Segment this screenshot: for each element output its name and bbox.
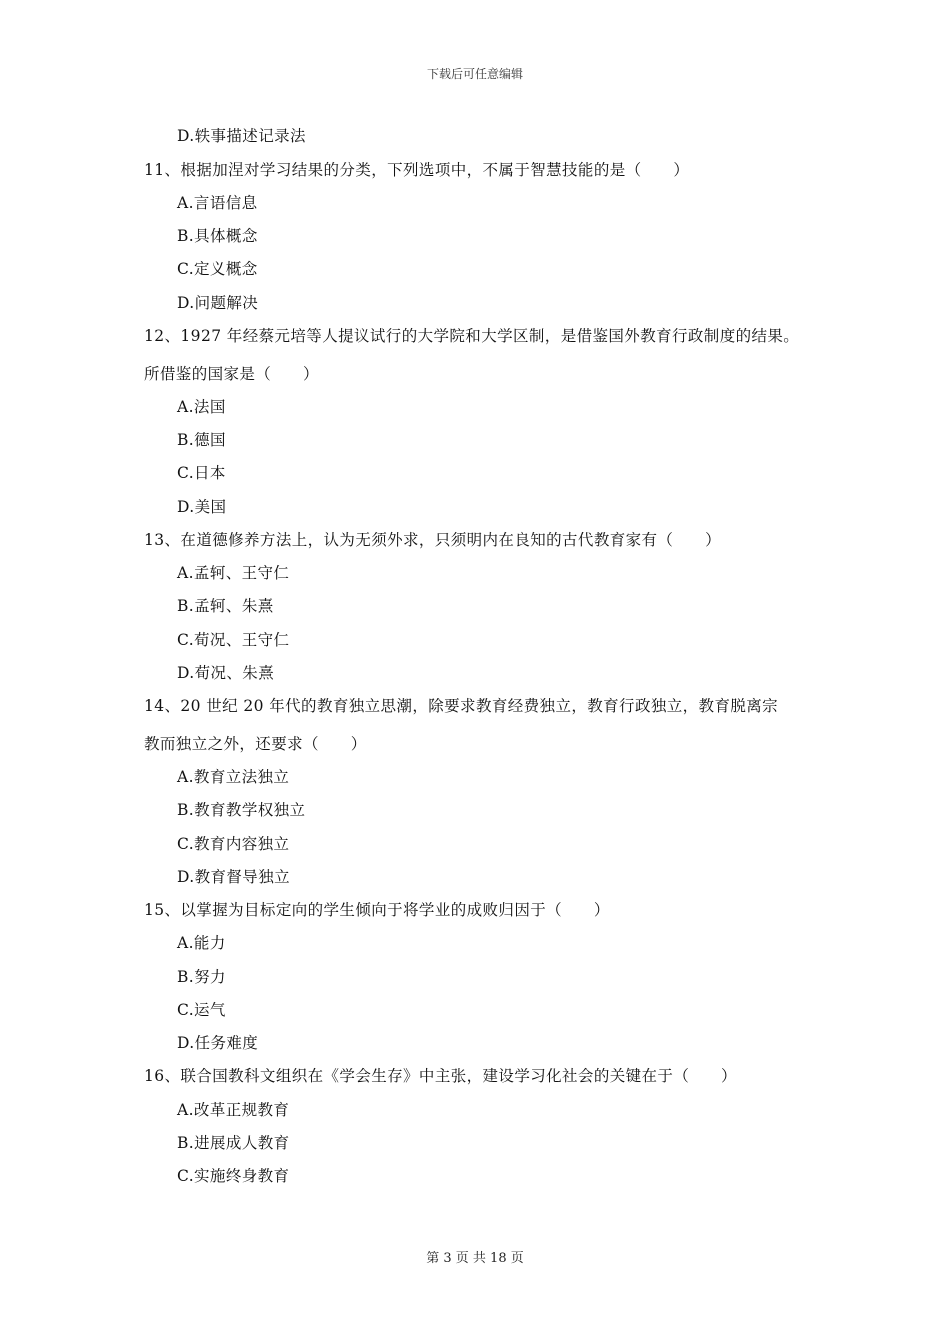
question-text: 13、在道德修养方法上，认为无须外求，只须明内在良知的古代教育家有（ ） [144, 531, 722, 549]
answer-option: A.法国 [177, 398, 226, 416]
question-text: 15、以掌握为目标定向的学生倾向于将学业的成败归因于（ ） [144, 901, 610, 919]
answer-option: C.日本 [177, 464, 226, 482]
answer-option: C.荀况、王守仁 [177, 631, 290, 649]
answer-option: D.轶事描述记录法 [177, 127, 306, 145]
answer-option: D.任务难度 [177, 1034, 259, 1052]
question-text: 14、20 世纪 20 年代的教育独立思潮，除要求教育经费独立，教育行政独立，教育脱离宗 [144, 697, 779, 715]
answer-option: A.教育立法独立 [177, 768, 290, 786]
answer-option: D.美国 [177, 498, 227, 516]
answer-option: B.教育教学权独立 [177, 801, 306, 819]
answer-option: C.教育内容独立 [177, 835, 290, 853]
answer-option: D.荀况、朱熹 [177, 664, 275, 682]
question-text: 12、1927 年经蔡元培等人提议试行的大学院和大学区制，是借鉴国外教育行政制度的结果。 [144, 327, 800, 345]
answer-option: A.改革正规教育 [177, 1101, 290, 1119]
answer-option: B.孟轲、朱熹 [177, 597, 274, 615]
answer-option: A.能力 [177, 934, 226, 952]
answer-option: D.教育督导独立 [177, 868, 291, 886]
answer-option: A.言语信息 [177, 194, 258, 212]
question-text: 所借鉴的国家是（ ） [144, 365, 319, 383]
answer-option: D.问题解决 [177, 294, 259, 312]
answer-option: B.德国 [177, 431, 226, 449]
question-text: 16、联合国教科文组织在《学会生存》中主张，建设学习化社会的关键在于（ ） [144, 1067, 737, 1085]
answer-option: A.孟轲、王守仁 [177, 564, 290, 582]
answer-option: B.具体概念 [177, 227, 258, 245]
answer-option: C.定义概念 [177, 260, 258, 278]
answer-option: B.努力 [177, 968, 226, 986]
question-text: 11、根据加涅对学习结果的分类，下列选项中，不属于智慧技能的是（ ） [144, 161, 690, 179]
answer-option: C.运气 [177, 1001, 226, 1019]
page-header: 下载后可任意编辑 [426, 67, 523, 81]
question-text: 教而独立之外，还要求（ ） [144, 735, 367, 753]
answer-option: B.进展成人教育 [177, 1134, 290, 1152]
page-footer: 第 3 页 共 18 页 [426, 1251, 524, 1266]
answer-option: C.实施终身教育 [177, 1167, 290, 1185]
